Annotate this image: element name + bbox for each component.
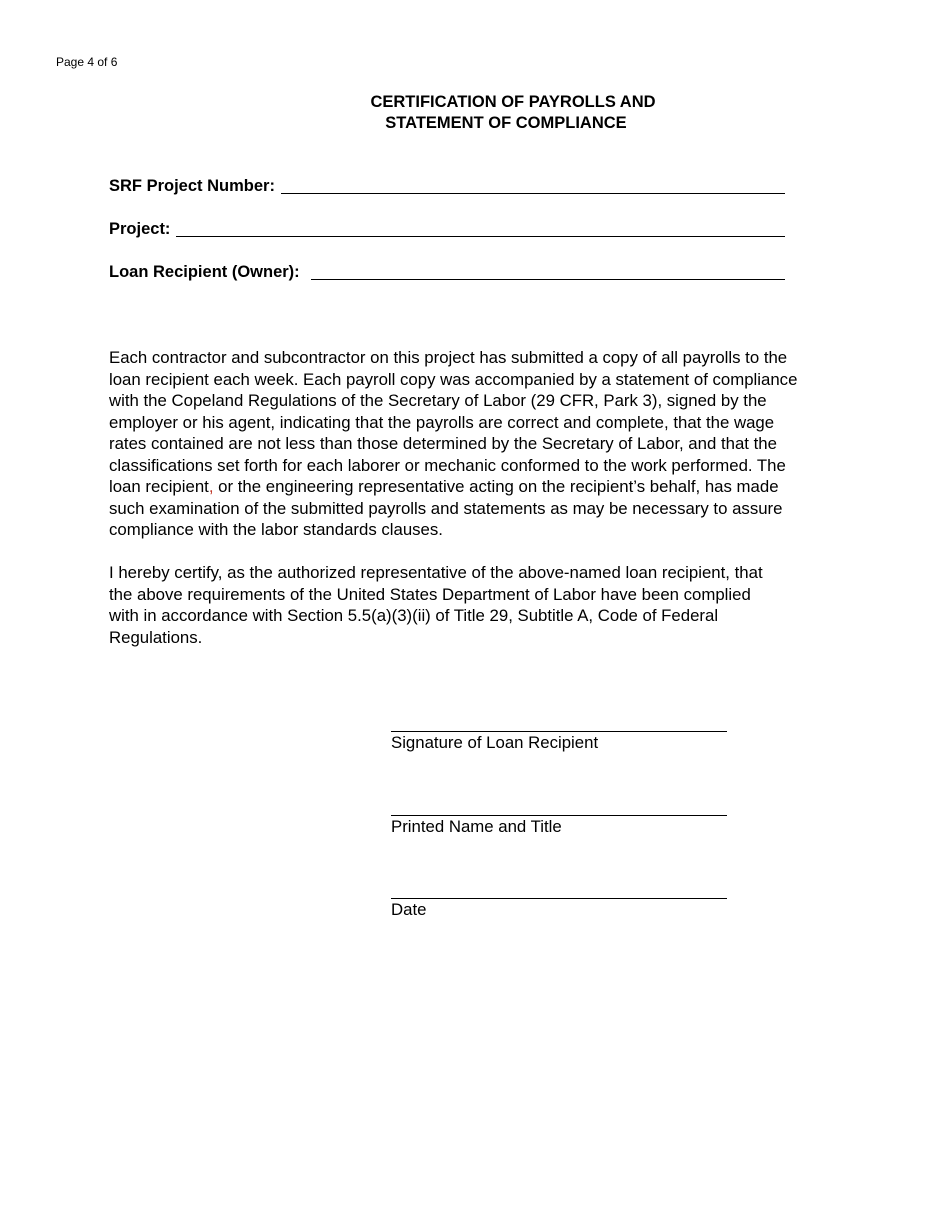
project-field xyxy=(109,219,785,239)
srf-project-number-input-line[interactable] xyxy=(281,192,785,194)
document-title-line-1: CERTIFICATION OF PAYROLLS AND xyxy=(370,93,656,111)
srf-project-number-label: SRF Project Number: xyxy=(109,177,275,195)
loan-recipient-input-line[interactable] xyxy=(311,278,785,280)
page-number: Page 4 of 6 xyxy=(56,55,118,69)
loan-recipient-field xyxy=(109,262,785,282)
paragraph-line-start: loan recipient xyxy=(109,477,209,496)
compliance-paragraph xyxy=(109,347,879,541)
paragraph-line: with the Copeland Regulations of the Secretary of Labor (29 CFR, Park 3), signed by the xyxy=(109,391,767,410)
paragraph-line: Each contractor and subcontractor on this project has submitted a copy of all payrolls to the xyxy=(109,348,788,367)
project-input-line[interactable] xyxy=(176,235,785,237)
document-title-line-2: STATEMENT OF COMPLIANCE xyxy=(385,114,627,132)
srf-project-number-field xyxy=(109,176,785,196)
paragraph-line: with in accordance with Section 5.5(a)(3)(ii) of Title 29, Subtitle A, Code of Federal xyxy=(109,606,719,625)
printed-name-label: Printed Name and Title xyxy=(391,817,562,836)
project-label: Project: xyxy=(109,220,171,238)
signature-block xyxy=(391,731,727,753)
paragraph-line: employer or his agent, indicating that the payrolls are correct and complete, that the wage xyxy=(109,412,775,432)
paragraph-line: I hereby certify, as the authorized representative of the above-named loan recipient, that xyxy=(109,563,763,582)
date-block xyxy=(391,898,727,920)
date-label: Date xyxy=(391,900,427,919)
printed-name-block xyxy=(391,815,727,837)
paragraph-line: such examination of the submitted payrolls and statements as may be necessary to assure xyxy=(109,498,783,518)
paragraph-line: loan recipient each week. Each payroll copy was accompanied by a statement of compliance xyxy=(109,369,798,389)
paragraph-line xyxy=(109,476,879,498)
certification-paragraph xyxy=(109,562,879,648)
signature-label: Signature of Loan Recipient xyxy=(391,733,599,752)
paragraph-line: compliance with the labor standards clauses. xyxy=(109,520,443,539)
loan-recipient-label: Loan Recipient (Owner): xyxy=(109,263,300,281)
paragraph-line: classifications set forth for each laborer or mechanic conformed to the work performed. The xyxy=(109,455,786,475)
paragraph-line-end: or the engineering representative acting on the recipient’s behalf, has made xyxy=(213,477,779,496)
paragraph-line: Regulations. xyxy=(109,627,203,647)
paragraph-line: the above requirements of the United States Department of Labor have been complied xyxy=(109,584,751,604)
red-comma: , xyxy=(208,477,214,496)
paragraph-line: rates contained are not less than those determined by the Secretary of Labor, and that the xyxy=(109,434,777,453)
